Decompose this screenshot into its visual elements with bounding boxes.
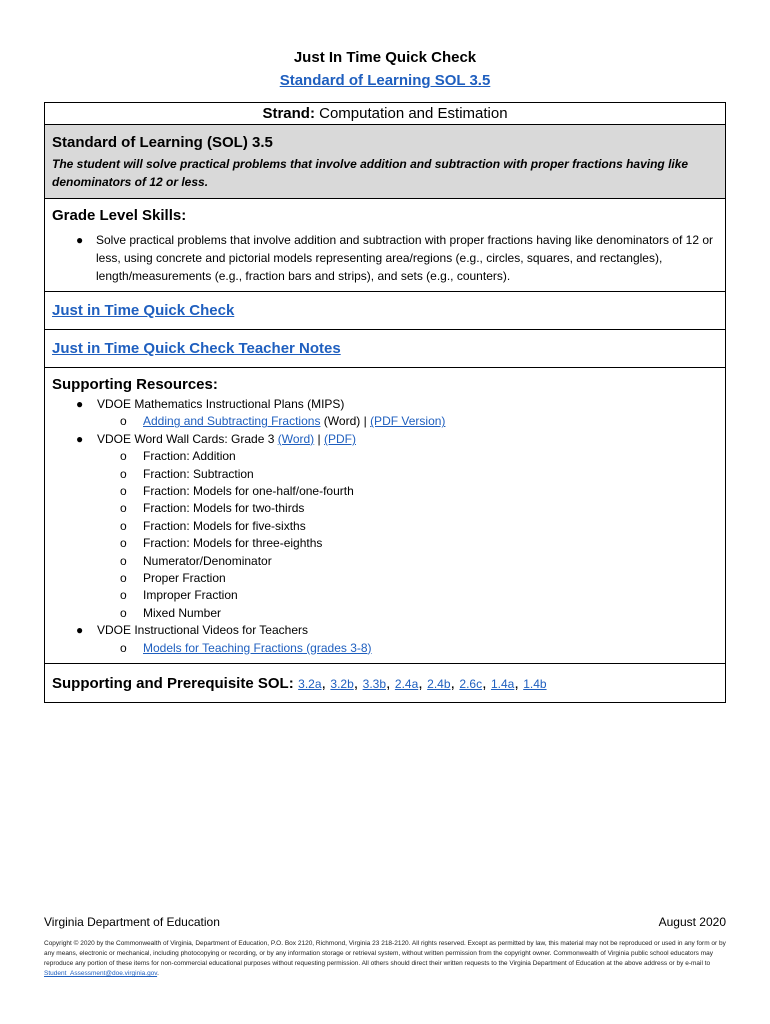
copyright-notice (44, 939, 728, 979)
skills-heading: Grade Level Skills: (52, 207, 187, 224)
word-wall-card-text: Numerator/Denominator (143, 553, 272, 568)
assessment-email-link[interactable]: Student_Assessment@doe.virginia.gov (44, 970, 158, 977)
word-wall-card (52, 483, 718, 500)
word-wall-card (52, 448, 718, 465)
sub-bullet-icon: o (120, 536, 127, 551)
skills-item (52, 231, 718, 285)
bullet-icon: ● (76, 233, 84, 247)
videos-label: VDOE Instructional Videos for Teachers (97, 623, 308, 638)
videos-fractions-link[interactable]: Models for Teaching Fractions (grades 3-8) (143, 640, 372, 655)
word-wall-card (52, 535, 718, 552)
word-wall-pdf-link[interactable]: (PDF) (324, 431, 356, 446)
word-wall-label: VDOE Word Wall Cards: Grade 3 (97, 431, 275, 446)
prereq-link[interactable]: 2.4b (427, 677, 451, 691)
skills-list (52, 231, 718, 285)
prereq-link[interactable]: 3.3b (362, 677, 386, 691)
prereq-link[interactable]: 3.2a (298, 677, 322, 691)
supporting-resources-row (45, 368, 725, 664)
word-wall-card-text: Proper Fraction (143, 571, 226, 586)
support-subitem-videos (52, 640, 718, 657)
teacher-notes-row (45, 330, 725, 368)
content-table (44, 102, 726, 703)
sub-bullet-icon: o (120, 588, 127, 603)
prereq-link[interactable]: 1.4a (490, 677, 515, 691)
separator: | (363, 414, 367, 429)
word-wall-card (52, 500, 718, 517)
sub-bullet-icon: o (120, 571, 127, 586)
grade-level-skills-row (45, 199, 725, 292)
copyright-period: . (157, 970, 159, 977)
strand-row (45, 103, 725, 125)
footer-org: Virginia Department of Education (44, 915, 220, 929)
copyright-text: Copyright © 2020 by the Commonwealth of Virginia, Department of Education, P.O. Box 2120, Richmond, Virginia 23 218-2120. All rights reserved. Except as permitted by law, this material may not be reproduced or used in any form or by any means, electronic or mechanical, including photocopying or recording, or by any information storage or retrieval system, without written permission from the copyright owner. Commonwealth of Virginia public school educators may reproduce any portion of these items for non-commercial educational purposes without requesting permission. All others should direct their written requests to the Virginia Department of Education at the above address or by e-mail to (44, 940, 726, 967)
word-wall-card-text: Fraction: Subtraction (143, 466, 254, 481)
sub-bullet-icon: o (120, 501, 127, 516)
support-heading: Supporting Resources: (52, 376, 218, 393)
word-wall-card (52, 466, 718, 483)
sol-title-link[interactable] (0, 72, 770, 89)
sol-description: The student will solve practical problems that involve addition and subtraction with proper fractions having like denominators of 12 or less. (52, 157, 689, 189)
sol-heading: Standard of Learning (SOL) 3.5 (52, 134, 273, 151)
sub-bullet-icon: o (120, 449, 127, 464)
word-wall-card-text: Fraction: Models for one-half/one-fourth (143, 484, 354, 499)
word-wall-card-text: Fraction: Addition (143, 449, 236, 464)
bullet-icon: ● (76, 397, 84, 411)
sub-bullet-icon: o (120, 605, 127, 620)
support-list (52, 396, 718, 657)
mips-pdf-link[interactable]: (PDF Version) (370, 414, 446, 429)
teacher-notes-link[interactable]: Just in Time Quick Check Teacher Notes (52, 340, 341, 357)
mips-label: VDOE Mathematics Instructional Plans (MIPS) (97, 397, 345, 411)
bullet-icon: ● (76, 623, 84, 638)
word-wall-card-text: Mixed Number (143, 605, 222, 620)
word-wall-card-text: Fraction: Models for five-sixths (143, 518, 306, 533)
quick-check-row (45, 292, 725, 330)
word-wall-card-text: Fraction: Models for three-eighths (143, 536, 323, 551)
strand-label: Strand: (262, 105, 315, 122)
word-wall-card (52, 605, 718, 622)
skills-item-text: Solve practical problems that involve addition and subtraction with proper fractions having like denominators of 12 or less, using concrete and pictorial models representing area/regions (e.g., circles, squares, and rectangles), length/measurements (e.g., fraction bars and strips), and sets (e.g., counters). (96, 233, 714, 283)
bullet-icon: ● (76, 431, 84, 446)
sub-bullet-icon: o (120, 518, 127, 533)
prereq-heading: Supporting and Prerequisite SOL: (52, 675, 294, 692)
sub-bullet-icon: o (120, 466, 127, 481)
prereq-link[interactable]: 2.4a (394, 677, 419, 691)
separator: | (317, 431, 321, 446)
quick-check-link[interactable]: Just in Time Quick Check (52, 302, 235, 319)
document-title: Just In Time Quick Check (293, 49, 477, 66)
support-subitem-mips (52, 413, 718, 430)
sub-bullet-icon: o (120, 640, 127, 655)
footer-date: August 2020 (658, 915, 726, 929)
sub-bullet-icon: o (120, 553, 127, 568)
strand-value: Computation and Estimation (319, 105, 508, 122)
word-wall-card-text: Fraction: Models for two-thirds (143, 501, 305, 516)
support-item-mips (52, 396, 718, 413)
mips-fractions-link[interactable]: Adding and Subtracting Fractions (143, 414, 321, 429)
word-wall-card (52, 553, 718, 570)
prereq-link[interactable]: 3.2b (330, 677, 354, 691)
sol-row (45, 125, 725, 199)
word-wall-word-link[interactable]: (Word) (277, 431, 315, 446)
prereq-link[interactable]: 2.6c (459, 677, 483, 691)
sub-bullet-icon: o (120, 484, 127, 499)
prereq-link[interactable]: 1.4b (523, 677, 547, 691)
support-item-word-wall (52, 431, 718, 448)
prerequisite-sol-row: Supporting and Prerequisite SOL: 3.2a, 3.2b, 3.3b, 2.4a, 2.4b, 2.6c, 1.4a, 1.4b (52, 675, 547, 692)
sol-title-link-text[interactable]: Standard of Learning SOL 3.5 (279, 72, 491, 89)
word-wall-card-text: Improper Fraction (143, 588, 238, 603)
support-item-videos (52, 622, 718, 639)
word-wall-card (52, 570, 718, 587)
sub-bullet-icon: o (120, 414, 127, 429)
word-wall-card (52, 587, 718, 604)
mips-word-label: (Word) (323, 414, 361, 429)
word-wall-card (52, 518, 718, 535)
